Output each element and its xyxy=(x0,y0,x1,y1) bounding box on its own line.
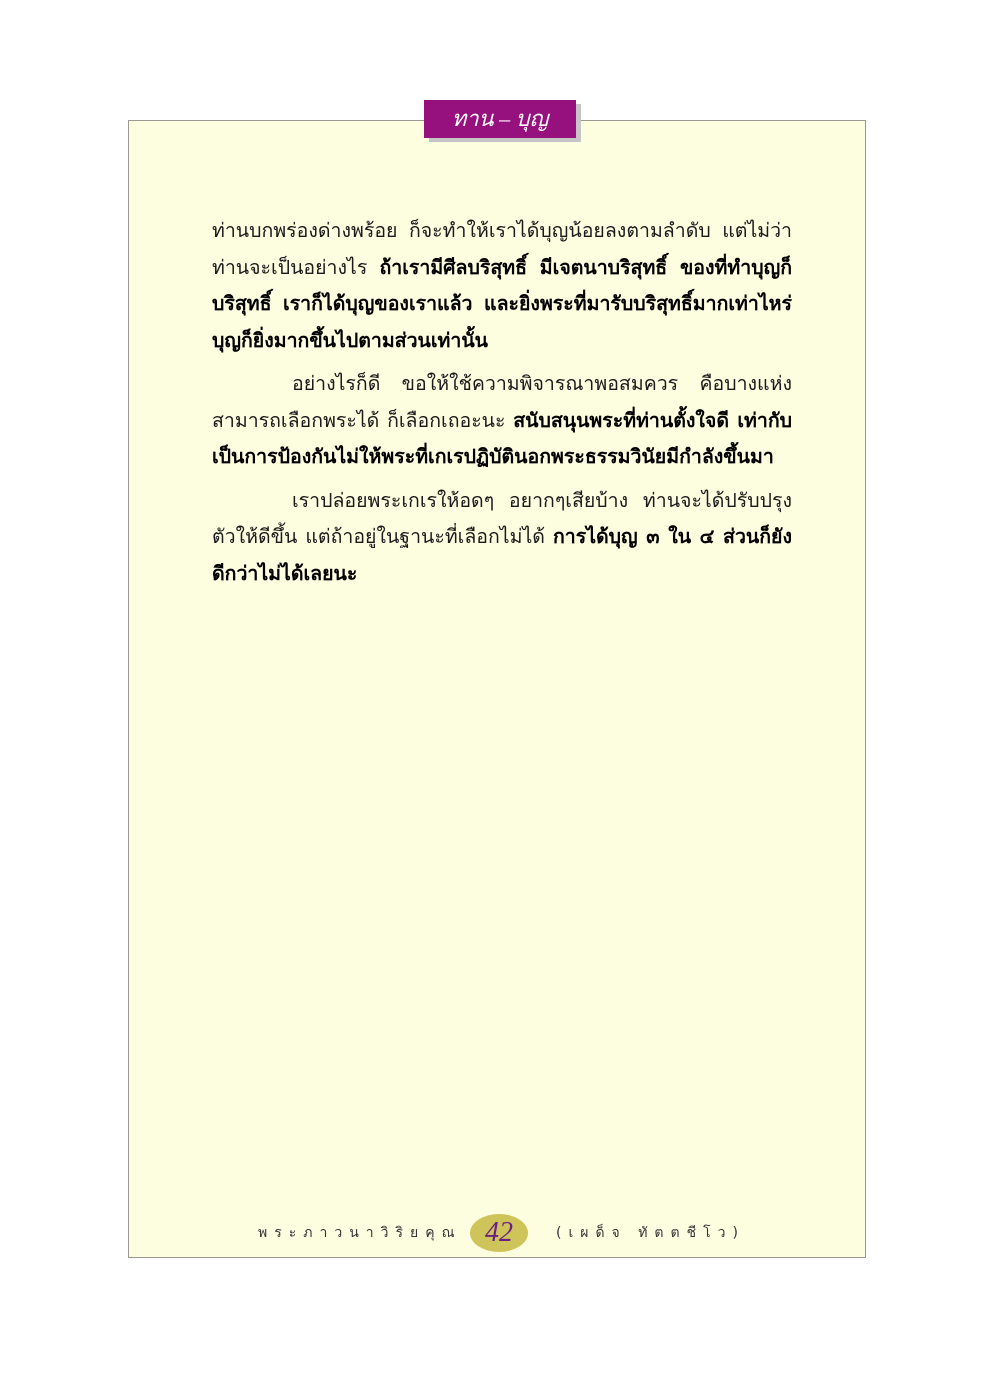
page-footer xyxy=(0,1214,1000,1254)
paragraph-1-text: ท่านบกพร่องด่างพร้อย ก็จะทำให้เราได้บุญน้อยลงตามลำดับ แต่ไม่ว่าท่านจะเป็นอย่างไร xyxy=(212,219,792,279)
paragraph-1 xyxy=(212,213,792,359)
paragraph-3-text: เราปล่อยพระเกเรให้อดๆ อยากๆเสียบ้าง ท่านจะได้ปรับปรุงตัวให้ดีขึ้น แต่ถ้าอยู่ในฐานะที่เลือกไม่ได้ xyxy=(212,488,792,548)
footer-author: (เผด็จ ทัตตชีโว) xyxy=(556,1225,745,1241)
paragraph-1-bold-text: ถ้าเรามีศีลบริสุทธิ์ มีเจตนาบริสุทธิ์ ของที่ทำบุญก็บริสุทธิ์ เราก็ได้บุญของเราแล้ว และยิ่งพระที่มารับบริสุทธิ์มากเท่าไหร่ บุญก็ยิ่งมากขึ้นไปตามส่วนเท่านั้น xyxy=(212,255,792,352)
paragraph-3-bold-text: การได้บุญ ๓ ใน ๔ ส่วนก็ยังดีกว่าไม่ได้เลยนะ xyxy=(212,525,792,585)
paragraph-2 xyxy=(212,366,792,476)
chapter-title-tab: ทาน – บุญ xyxy=(424,100,576,138)
page-number-badge: 42 xyxy=(470,1214,528,1252)
paragraph-2-bold-text: สนับสนุนพระที่ท่านตั้งใจดี เท่ากับเป็นการป้องกันไม่ให้พระที่เกเรปฏิบัตินอกพระธรรมวินัยมีกำลังขึ้นมา xyxy=(212,408,793,468)
paragraph-3 xyxy=(212,483,792,593)
body-text xyxy=(212,213,792,599)
paragraph-2-text: อย่างไรก็ดี ขอให้ใช้ความพิจารณาพอสมควร คือบางแห่งสามารถเลือกพระได้ ก็เลือกเถอะนะ xyxy=(212,372,792,432)
footer-book-title: พระภาวนาวิริยคุณ xyxy=(258,1225,462,1241)
